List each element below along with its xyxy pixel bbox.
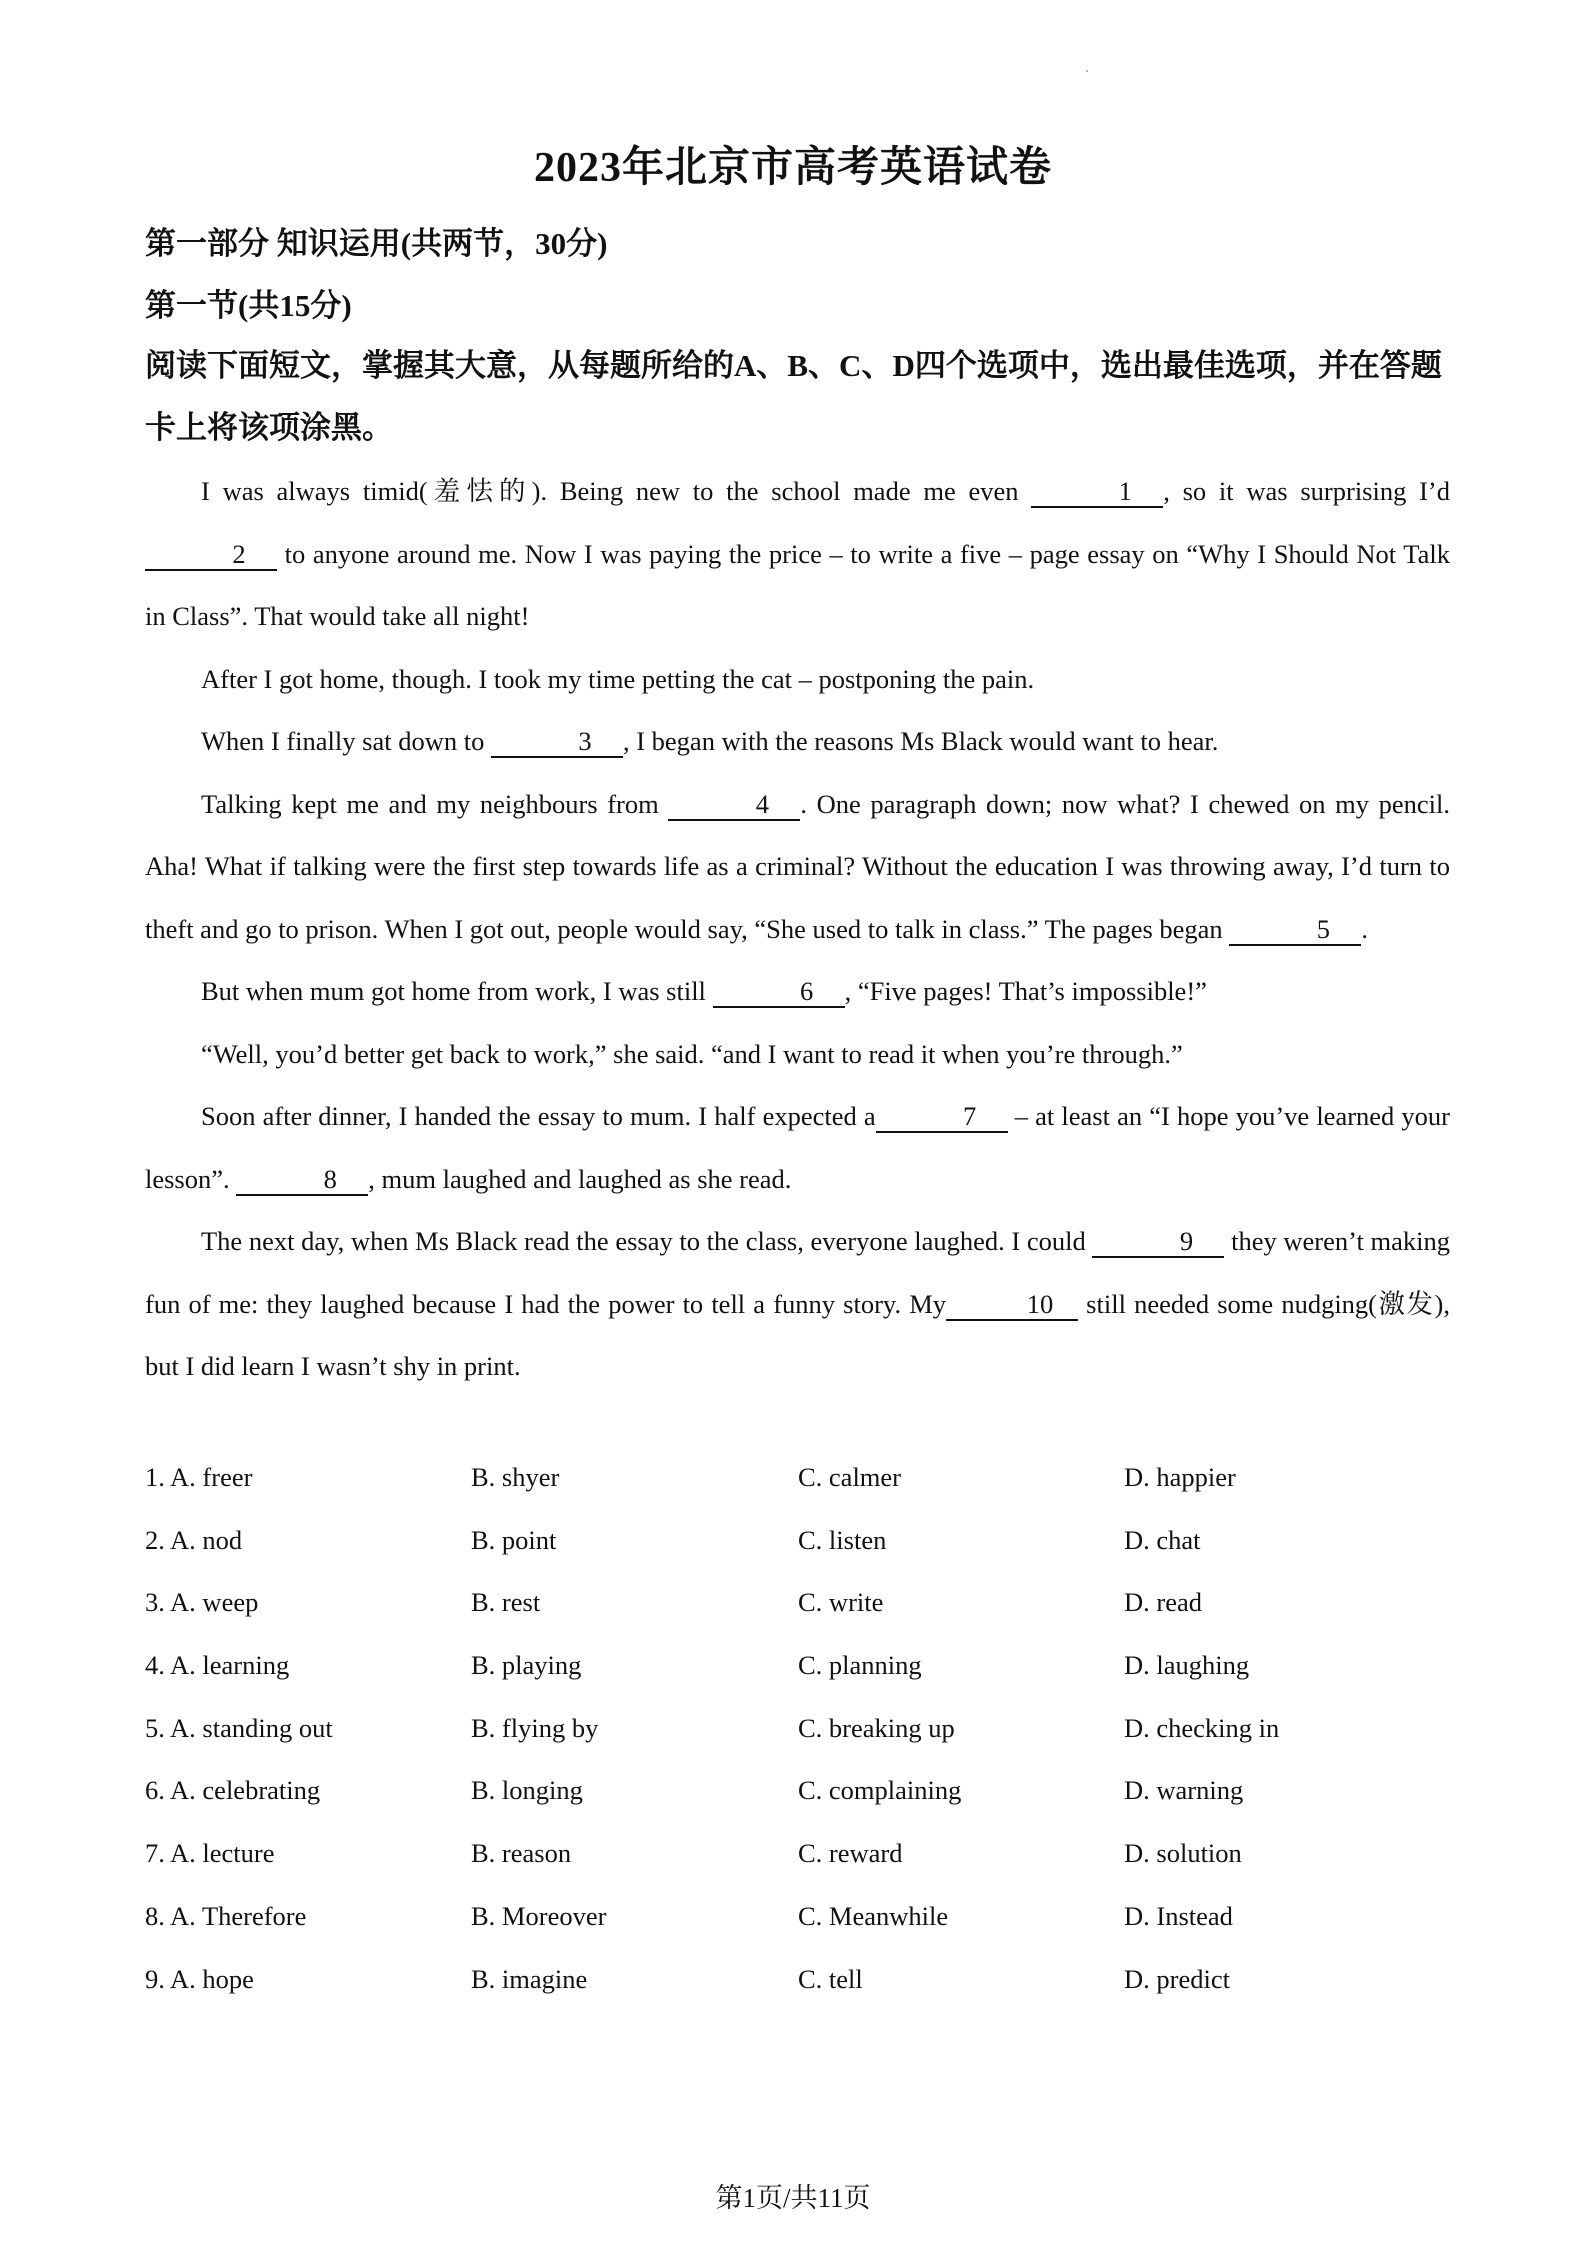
option-a: 4. A. learning bbox=[145, 1650, 290, 1681]
passage-paragraph: The next day, when Ms Black read the essay to the class, everyone laughed. I could 9 they weren’t making fun of me: they laughed because I had the power to tell a funny story. My 10 still needed some nudging(激发), but I did learn I wasn’t shy in print. bbox=[145, 1226, 1450, 1381]
option-b: B. playing bbox=[471, 1650, 582, 1681]
option-b: B. reason bbox=[471, 1838, 572, 1869]
answer-blank: 3 bbox=[491, 726, 623, 758]
answer-blank: 5 bbox=[1229, 914, 1361, 946]
option-d: D. happier bbox=[1124, 1462, 1236, 1492]
option-a: 2. A. nod bbox=[145, 1524, 243, 1555]
option-d: D. solution bbox=[1124, 1838, 1242, 1869]
option-row bbox=[145, 1838, 1445, 1901]
option-b: B. flying by bbox=[471, 1712, 599, 1743]
answer-blank: 7 bbox=[876, 1101, 1008, 1133]
exam-title: 2023年北京市高考英语试卷 bbox=[533, 145, 1052, 191]
answer-blank: 8 bbox=[236, 1164, 368, 1196]
option-c: C. breaking up bbox=[798, 1712, 955, 1743]
answer-blank: 1 bbox=[1031, 476, 1163, 508]
option-b: B. longing bbox=[471, 1775, 583, 1806]
option-row bbox=[145, 1462, 1445, 1525]
option-c: C. complaining bbox=[798, 1775, 962, 1806]
option-b: B. Moreover bbox=[471, 1900, 607, 1931]
option-a: 7. A. lecture bbox=[145, 1838, 275, 1869]
passage-paragraph: Talking kept me and my neighbours from 4 . One paragraph down; now what? I chewed on my pencil. Aha! What if talking were the first step towards life as a criminal? Without the education I was throwing away, I’d turn to theft and go to prison. When I got out, people would say, “She used to talk in class.” The pages began 5 . bbox=[145, 788, 1450, 944]
answer-blank: 4 bbox=[668, 789, 800, 821]
option-row bbox=[145, 1901, 1445, 1964]
option-d: D. checking in bbox=[1124, 1712, 1280, 1743]
option-row bbox=[145, 1775, 1445, 1838]
option-a: 1. A. freer bbox=[145, 1462, 253, 1492]
option-d: D. laughing bbox=[1124, 1650, 1250, 1681]
option-b: B. imagine bbox=[471, 1963, 588, 1994]
option-row bbox=[145, 1587, 1445, 1650]
option-a: 8. A. Therefore bbox=[145, 1900, 307, 1931]
option-c: C. write bbox=[798, 1587, 884, 1618]
passage-paragraph: Soon after dinner, I handed the essay to mum. I half expected a 7 – at least an “I hope you’ve learned your lesson”. 8 , mum laughed and laughed as she read. bbox=[145, 1101, 1450, 1194]
option-b: B. point bbox=[471, 1524, 557, 1555]
option-c: C. planning bbox=[798, 1650, 922, 1681]
answer-blank: 9 bbox=[1092, 1226, 1224, 1258]
option-d: D. Instead bbox=[1124, 1900, 1233, 1931]
option-row bbox=[145, 1525, 1445, 1588]
option-a: 9. A. hope bbox=[145, 1963, 254, 1994]
passage-paragraph: I was always timid(羞怯的). Being new to the school made me even 1 , so it was surprising I’d 2 to anyone around me. Now I was paying the price – to write a five – page essay on “Why I Should Not Talk in Class”. That would take all night! bbox=[145, 476, 1450, 631]
answer-blank: 6 bbox=[713, 976, 845, 1008]
option-a: 5. A. standing out bbox=[145, 1712, 333, 1743]
option-d: D. read bbox=[1124, 1587, 1202, 1618]
option-d: D. warning bbox=[1124, 1775, 1244, 1806]
option-c: C. Meanwhile bbox=[798, 1900, 949, 1931]
passage-paragraph: “Well, you’d better get back to work,” she said. “and I want to read it when you’re through.” bbox=[201, 1038, 1183, 1069]
answer-blank: 10 bbox=[946, 1289, 1078, 1321]
option-row bbox=[145, 1650, 1445, 1713]
option-c: C. reward bbox=[798, 1838, 903, 1869]
answer-options bbox=[145, 1462, 1445, 2026]
passage-paragraph: When I finally sat down to 3 , I began with the reasons Ms Black would want to hear. bbox=[201, 726, 1219, 756]
option-c: C. listen bbox=[798, 1524, 887, 1555]
passage-paragraph: But when mum got home from work, I was still 6 , “Five pages! That’s impossible!” bbox=[201, 976, 1207, 1006]
reading-passage bbox=[145, 460, 1450, 1398]
scan-speck bbox=[1086, 70, 1088, 72]
instruction-text: 阅读下面短文，掌握其大意，从每题所给的A、B、C、D四个选项中，选出最佳选项，并在答题卡上将该项涂黑。 bbox=[145, 348, 1442, 445]
option-a: 3. A. weep bbox=[145, 1587, 259, 1618]
passage-paragraph: After I got home, though. I took my time petting the cat – postponing the pain. bbox=[201, 663, 1035, 694]
option-c: C. tell bbox=[798, 1963, 863, 1994]
part-heading: 第一部分 知识运用(共两节，30分) bbox=[145, 226, 608, 261]
option-b: B. rest bbox=[471, 1587, 541, 1618]
option-row bbox=[145, 1964, 1445, 2027]
option-d: D. chat bbox=[1124, 1524, 1201, 1555]
option-b: B. shyer bbox=[471, 1462, 560, 1492]
option-row bbox=[145, 1713, 1445, 1776]
section-heading: 第一节(共15分) bbox=[145, 288, 352, 323]
answer-blank: 2 bbox=[145, 539, 277, 571]
page-number: 第1页/共11页 bbox=[715, 2183, 871, 2213]
option-c: C. calmer bbox=[798, 1462, 902, 1492]
option-a: 6. A. celebrating bbox=[145, 1775, 321, 1806]
option-d: D. predict bbox=[1124, 1963, 1230, 1994]
